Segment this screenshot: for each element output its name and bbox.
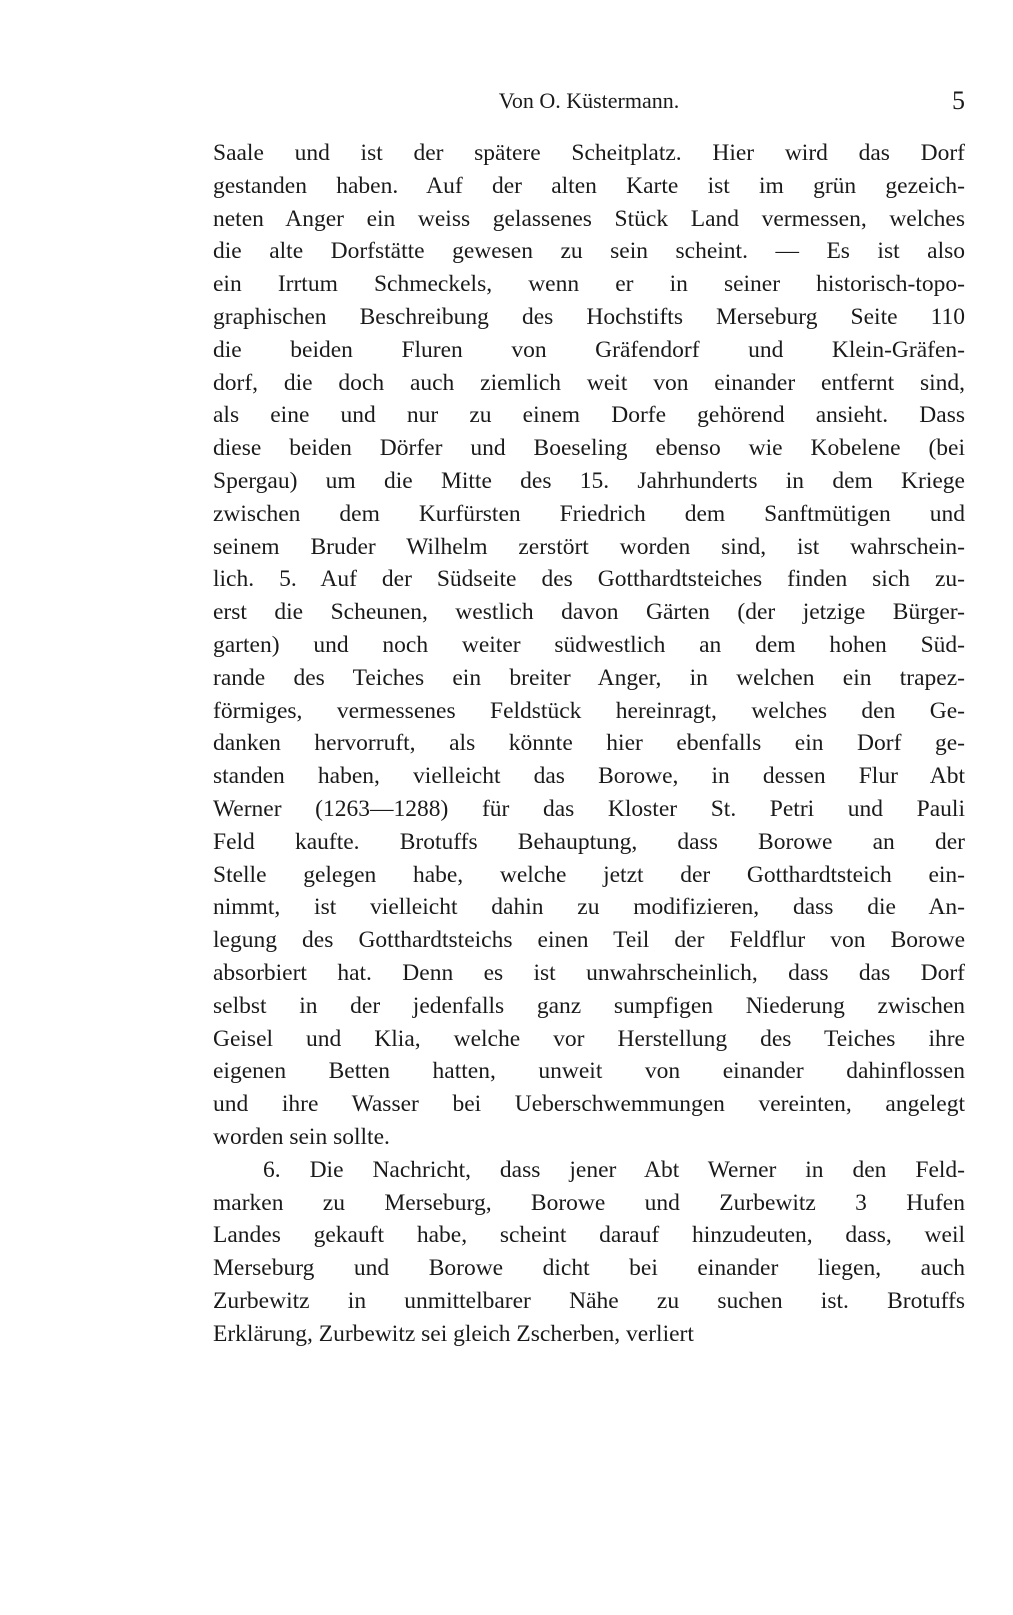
text-line: 6. Die Nachricht, dass jener Abt Werner in den Feld- [263,1156,965,1183]
text-line: seinem Bruder Wilhelm zerstört worden sind, ist wahrschein- [213,533,965,560]
text-line: legung des Gotthardtsteichs einen Teil der Feldflur von Borowe [213,927,965,954]
text-line: danken hervorruft, als könnte hier ebenfalls ein Dorf ge- [213,730,965,757]
text-line: die alte Dorfstätte gewesen zu sein scheint. — Es ist also [213,238,965,265]
text-line: Saale und ist der spätere Scheitplatz. Hier wird das Dorf [213,140,965,166]
text-line: Geisel und Klia, welche vor Herstellung des Teiches ihre [213,1025,965,1052]
text-line: Erklärung, Zurbewitz sei gleich Zscherben, verliert [213,1320,694,1347]
text-line: Landes gekauft habe, scheint darauf hinzudeuten, dass, weil [213,1222,965,1249]
text-line: selbst in der jedenfalls ganz sumpfigen Niederung zwischen [213,992,965,1019]
text-line: zwischen dem Kurfürsten Friedrich dem Sanftmütigen und [213,500,965,527]
text-line: absorbiert hat. Denn es ist unwahrscheinlich, dass das Dorf [213,959,965,986]
text-line: und ihre Wasser bei Ueberschwemmungen vereinten, angelegt [213,1091,965,1118]
text-line: eigenen Betten hatten, unweit von einander dahinflossen [213,1058,965,1085]
text-line: Zurbewitz in unmittelbarer Nähe zu suchen ist. Brotuffs [213,1287,965,1314]
text-line: erst die Scheunen, westlich davon Gärten (der jetzige Bürger- [213,599,965,626]
text-line: diese beiden Dörfer und Boeseling ebenso wie Kobelene (bei [213,435,965,462]
text-line: neten Anger ein weiss gelassenes Stück Land vermessen, welches [213,205,965,232]
text-line: garten) und noch weiter südwestlich an dem hohen Süd- [213,631,965,658]
text-line: marken zu Merseburg, Borowe und Zurbewitz 3 Hufen [213,1189,965,1216]
text-line: Merseburg und Borowe dicht bei einander liegen, auch [213,1255,965,1282]
running-title: Von O. Küstermann. [498,88,680,113]
text-line: förmiges, vermessenes Feldstück hereinragt, welches den Ge- [213,697,965,724]
text-line: gestanden haben. Auf der alten Karte ist im grün gezeich- [213,172,965,199]
text-line: die beiden Fluren von Gräfendorf und Klein-Gräfen- [213,336,965,363]
text-line: standen haben, vielleicht das Borowe, in dessen Flur Abt [213,763,965,790]
text-line: Spergau) um die Mitte des 15. Jahrhunderts in dem Kriege [213,467,965,494]
text-line: Stelle gelegen habe, welche jetzt der Gotthardtsteich ein- [213,861,965,888]
text-line: nimmt, ist vielleicht dahin zu modifizieren, dass die An- [213,894,965,921]
body-text [213,137,965,1350]
running-header [213,88,965,116]
text-line: dorf, die doch auch ziemlich weit von einander entfernt sind, [213,369,965,396]
text-line: rande des Teiches ein breiter Anger, in welchen ein trapez- [213,664,965,691]
text-line: Feld kaufte. Brotuffs Behauptung, dass Borowe an der [213,828,965,855]
page-number: 5 [952,86,965,115]
text-line: worden sein sollte. [213,1123,390,1150]
text-line: graphischen Beschreibung des Hochstifts Merseburg Seite 110 [213,303,965,330]
text-line: als eine und nur zu einem Dorfe gehörend ansieht. Dass [213,402,965,429]
text-line: Werner (1263—1288) für das Kloster St. Petri und Pauli [213,795,965,822]
text-line: ein Irrtum Schmeckels, wenn er in seiner historisch-topo- [213,271,965,298]
text-line: lich. 5. Auf der Südseite des Gotthardtsteiches finden sich zu- [213,566,965,593]
